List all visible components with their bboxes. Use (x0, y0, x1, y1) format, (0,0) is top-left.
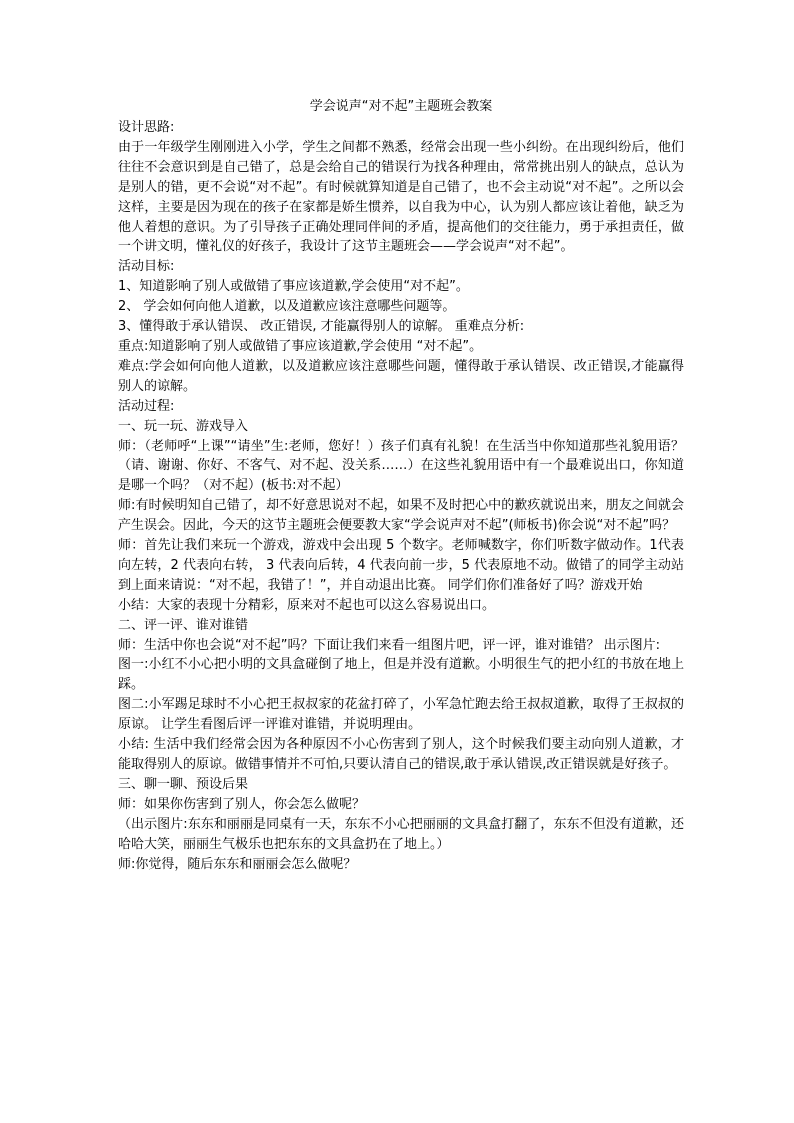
paragraph-step1-intro: 师：（老师呼“上课”“请坐”生:老师，您好！）孩子们真有礼貌！在生活当中你知道那些礼貌用语？（请、谢谢、你好、不客气、对不起、没关系……）在这些礼貌用语中有一个最难说出口，你知道是哪一个吗？（对不起）(板书:对不起） (118, 438, 684, 494)
key-point: 重点:知道影响了别人或做错了事应该道歉,学会使用 “对不起”。 (118, 338, 483, 354)
difficult-point: 难点:学会如何向他人道歉，以及道歉应该注意哪些问题，懂得敢于承认错误、改正错误,才能赢得别人的谅解。 (118, 358, 684, 394)
paragraph-step1-summary: 小结：大家的表现十分精彩，原来对不起也可以这么容易说出口。 (118, 597, 496, 613)
paragraph-step2-intro: 师：生活中你也会说“对不起”吗？下面让我们来看一组图片吧，评一评，谁对谁错？ 出示图片: (118, 637, 660, 653)
paragraph-step2-picture2: 图二:小军踢足球时不小心把王叔叔家的花盆打碎了，小军急忙跑去给王叔叔道歉，取得了王叔叔的原谅。 让学生看图后评一评谁对谁错，并说明理由。 (118, 697, 684, 733)
paragraph-step1-teacher: 师:有时候明知自己错了，却不好意思说对不起，如果不及时把心中的歉疚就说出来，朋友之间就会产生误会。因此，今天的这节主题班会便要教大家“学会说声对不起”(师板书)你会说“对不起”吗？ (118, 498, 684, 534)
paragraph-step2-picture1: 图一:小红不小心把小明的文具盒碰倒了地上，但是并没有道歉。小明很生气的把小红的书放在地上踩。 (118, 657, 684, 693)
section-heading-process: 活动过程: (118, 398, 175, 414)
paragraph-step2-summary: 小结: 生活中我们经常会因为各种原因不小心伤害到了别人，这个时候我们要主动向别人道歉，才能取得别人的原谅。做错事情并不可怕,只要认清自己的错误,敢于承认错误,改正错误就是好孩子。 (118, 737, 684, 772)
section-heading-design: 设计思路: (118, 120, 175, 135)
section-heading-goals: 活动目标: (118, 259, 175, 275)
goal-item-1: 1、知道影响了别人或做错了事应该道歉,学会使用“对不起”。 (118, 279, 469, 295)
paragraph-step3-question: 师：如果你伤害到了别人，你会怎么做呢？ (118, 796, 366, 812)
paragraph-step1-game: 师：首先让我们来玩一个游戏，游戏中会出现 5 个数字。老师喊数字，你们听数字做动作。1代表向左转，2 代表向右转， 3 代表向后转，4 代表向前一步，5 代表原地不动。做错了的同学主动站到上面来请说：“对不起，我错了！”，并自动退出比赛。 同学们你们准备好了吗？游戏开始 (118, 538, 684, 593)
paragraph-design-idea: 由于一年级学生刚刚进入小学，学生之间都不熟悉，经常会出现一些小纠纷。在出现纠纷后，他们往往不会意识到是自己错了，总是会给自己的错误行为找各种理由，常常挑出别人的缺点，总认为是别人的错，更不会说“对不起”。有时候就算知道是自己错了，也不会主动说“对不起”。之所以会这样，主要是因为现在的孩子在家都是娇生惯养，以自我为中心，认为别人都应该让着他，缺乏为他人着想的意识。为了引导孩子正确处理同伴间的矛盾，提高他们的交往能力，勇于承担责任，做一个讲文明，懂礼仪的好孩子，我设计了这节主题班会——学会说声“对不起”。 (118, 139, 684, 255)
goal-item-3: 3、懂得敢于承认错误、 改正错误, 才能赢得别人的谅解。 重难点分析: (118, 319, 525, 335)
document-page (118, 96, 684, 874)
step-heading-3: 三、聊一聊、预设后果 (118, 776, 249, 792)
paragraph-step3-picture: （出示图片:东东和丽丽是同桌有一天，东东不小心把丽丽的文具盒打翻了，东东不但没有道歉，还哈哈大笑，丽丽生气极乐也把东东的文具盒扔在了地上。） (118, 816, 684, 852)
step-heading-1: 一、玩一玩、游戏导入 (118, 418, 249, 434)
goal-item-2: 2、 学会如何向他人道歉，以及道歉应该注意哪些问题等。 (118, 299, 456, 315)
step-heading-2: 二、评一评、谁对谁错 (118, 617, 249, 633)
paragraph-step3-followup: 师:你觉得，随后东东和丽丽会怎么做呢？ (118, 856, 357, 872)
document-title: 学会说声“对不起”主题班会教案 (309, 99, 493, 114)
document-body (118, 118, 684, 874)
